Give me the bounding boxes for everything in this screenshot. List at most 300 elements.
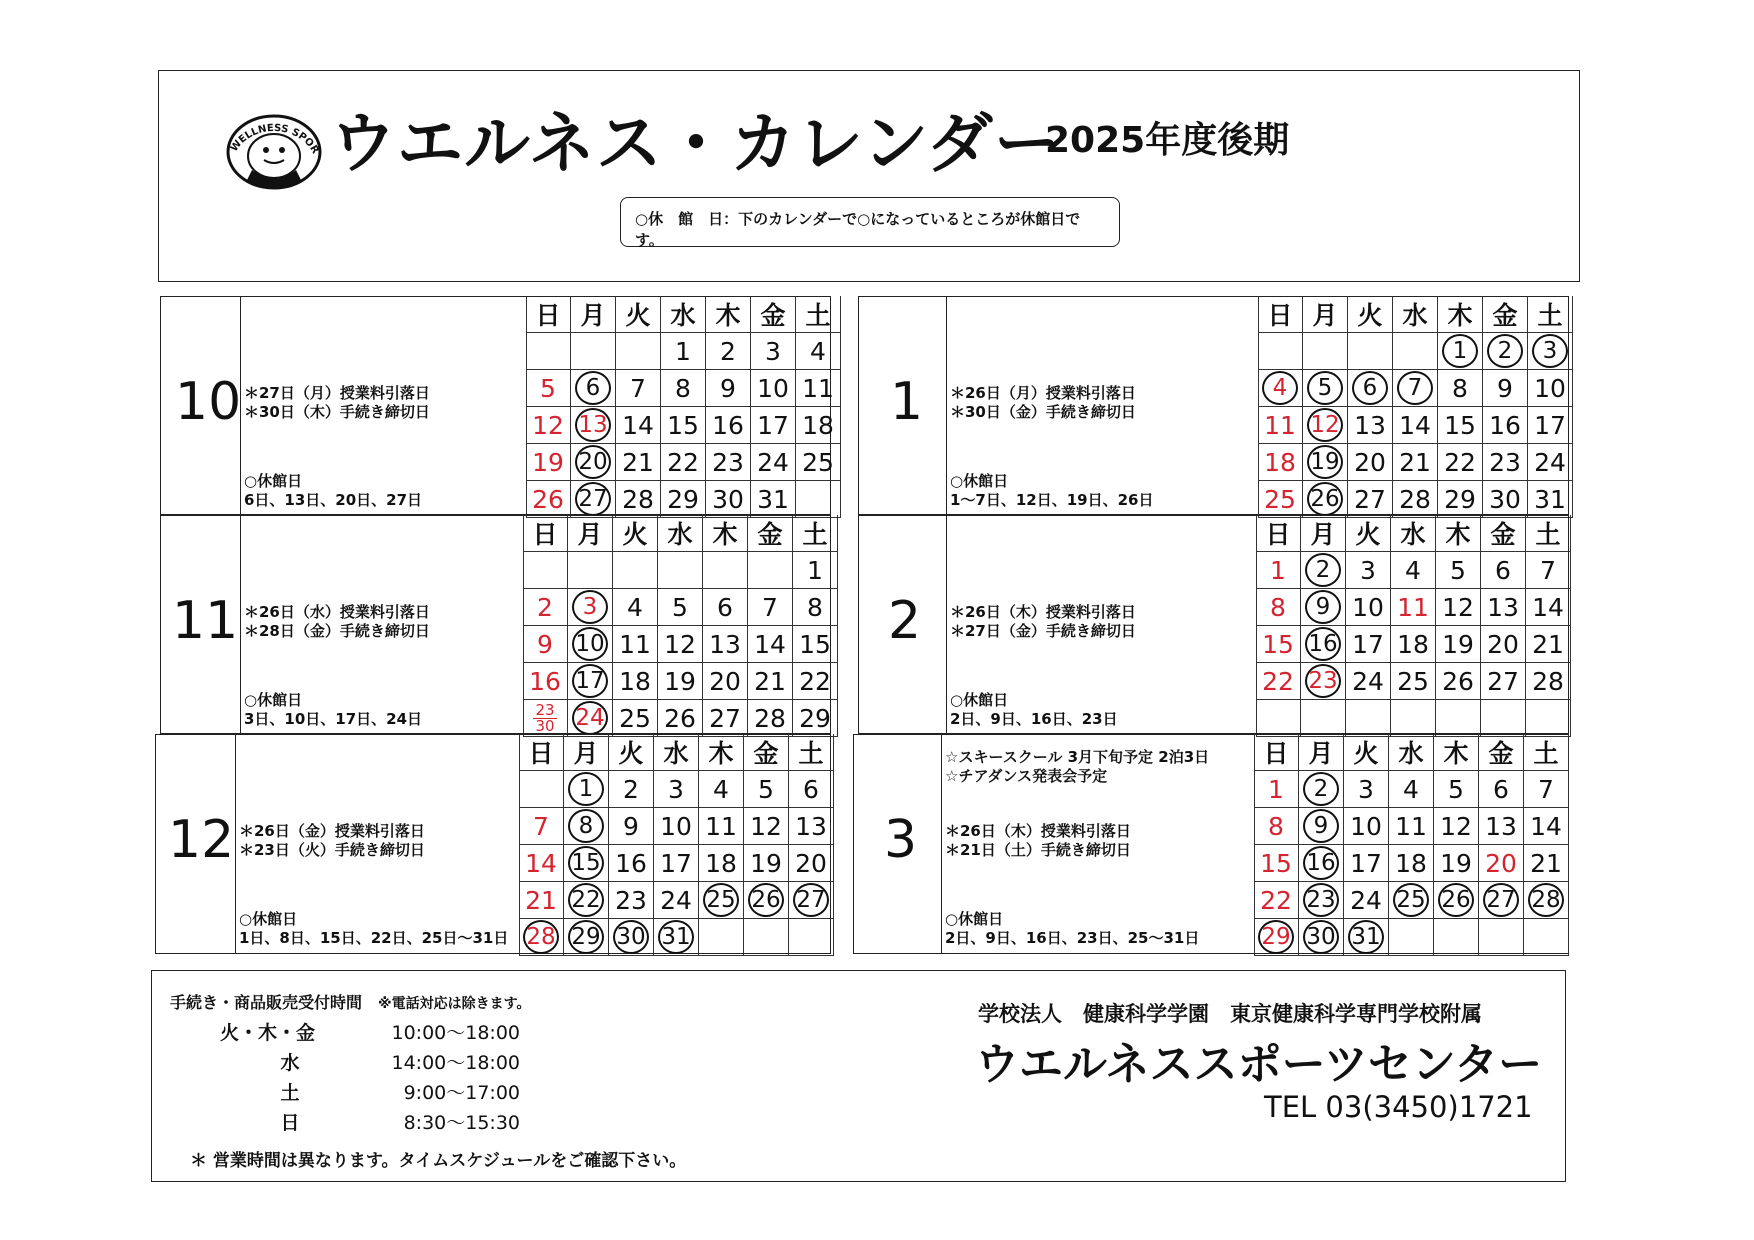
day-cell: 4 xyxy=(1391,552,1436,589)
holiday-title: ○休館日 xyxy=(244,472,303,490)
closed-day-circle: 1 xyxy=(1442,334,1478,368)
day-cell: 29 xyxy=(661,481,706,518)
day-cell xyxy=(1389,919,1434,956)
day-cell: 29 xyxy=(1438,481,1483,518)
day-cell: 20 xyxy=(1348,444,1393,481)
closed-day-circle: 7 xyxy=(1397,371,1433,405)
closed-day-circle: 30 xyxy=(1303,920,1339,954)
day-cell xyxy=(1256,700,1301,737)
day-cell: 10 xyxy=(1346,589,1391,626)
day-cell: 28 xyxy=(748,700,793,737)
day-cell xyxy=(789,919,834,956)
day-cell: 15 xyxy=(793,626,838,663)
day-cell: 17 xyxy=(1528,407,1573,444)
closed-day-circle: 15 xyxy=(568,846,604,880)
closed-day-circle: 25 xyxy=(703,883,739,917)
weekday-header: 金 xyxy=(744,734,789,771)
day-cell: 14 xyxy=(748,626,793,663)
weekday-header: 金 xyxy=(1479,734,1524,771)
day-cell: 24 xyxy=(1346,663,1391,700)
day-cell xyxy=(1479,919,1524,956)
day-cell: 28 xyxy=(1393,481,1438,518)
day-cell: 21 xyxy=(519,882,564,919)
month-number: 12 xyxy=(168,810,235,870)
day-cell: 1 xyxy=(661,333,706,370)
day-cell: 2 xyxy=(706,333,751,370)
hours-day: 火・木・金 xyxy=(220,1022,316,1044)
month-number: 1 xyxy=(890,372,924,432)
day-cell: 21 xyxy=(1393,444,1438,481)
day-cell: 5 xyxy=(744,771,789,808)
weekday-header: 日 xyxy=(526,296,571,333)
hours-time: 9:00～17:00 xyxy=(403,1082,520,1104)
day-cell: 12 xyxy=(744,808,789,845)
month-divider xyxy=(946,515,947,734)
day-cell: 10 xyxy=(654,808,699,845)
day-cell: 22 xyxy=(661,444,706,481)
day-cell: 2 xyxy=(609,771,654,808)
center-name: ウエルネススポーツセンター xyxy=(975,1039,1543,1090)
day-cell: 4 xyxy=(613,589,658,626)
weekday-header: 月 xyxy=(564,734,609,771)
closed-day-circle: 17 xyxy=(572,664,608,698)
day-cell xyxy=(1303,481,1348,518)
weekday-header: 水 xyxy=(661,296,706,333)
day-cell: 19 xyxy=(526,444,571,481)
holiday-title: ○休館日 xyxy=(239,910,298,928)
day-cell: 8 xyxy=(661,370,706,407)
hours-day: 水 xyxy=(280,1052,300,1074)
payment-note: ＊23日（火）手続き締切日 xyxy=(239,841,425,859)
day-cell: 11 xyxy=(699,808,744,845)
day-cell: 27 xyxy=(703,700,748,737)
weekday-header: 日 xyxy=(1254,734,1299,771)
period-label: 2025年度後期 xyxy=(1045,120,1290,161)
day-cell: 9 xyxy=(1483,370,1528,407)
day-cell: 4 xyxy=(1389,771,1434,808)
day-cell: 17 xyxy=(1344,845,1389,882)
day-cell xyxy=(571,333,616,370)
day-cell: 18 xyxy=(1391,626,1436,663)
day-cell: 19 xyxy=(658,663,703,700)
day-cell xyxy=(703,552,748,589)
day-cell xyxy=(568,626,613,663)
day-cell: 18 xyxy=(699,845,744,882)
day-cell xyxy=(1393,333,1438,370)
day-cell xyxy=(568,663,613,700)
closed-day-circle: 6 xyxy=(575,371,611,405)
closed-day-circle: 29 xyxy=(1258,920,1294,954)
closed-day-circle: 8 xyxy=(568,809,604,843)
weekday-header: 水 xyxy=(1393,296,1438,333)
day-cell: 20 xyxy=(1481,626,1526,663)
day-cell xyxy=(1526,700,1571,737)
day-cell: 16 xyxy=(523,663,568,700)
day-cell: 27 xyxy=(1481,663,1526,700)
day-cell: 7 xyxy=(1526,552,1571,589)
month-divider xyxy=(240,515,241,734)
payment-note: ＊28日（金）手続き締切日 xyxy=(244,622,430,640)
day-cell xyxy=(1299,808,1344,845)
day-cell: 31 xyxy=(751,481,796,518)
day-cell xyxy=(789,882,834,919)
weekday-header: 水 xyxy=(1389,734,1434,771)
closed-day-circle: 3 xyxy=(1532,334,1568,368)
weekday-header: 月 xyxy=(568,515,613,552)
day-cell: 25 xyxy=(1258,481,1303,518)
hours-day: 日 xyxy=(280,1112,300,1134)
day-cell: 26 xyxy=(1436,663,1481,700)
legend-box xyxy=(620,197,1120,247)
day-cell: 6 xyxy=(789,771,834,808)
month-number: 10 xyxy=(175,372,242,432)
day-cell xyxy=(568,700,613,737)
day-cell: 20 xyxy=(1479,845,1524,882)
day-cell: 11 xyxy=(796,370,841,407)
month-number: 3 xyxy=(884,810,918,870)
closed-day-circle: 5 xyxy=(1307,371,1343,405)
weekday-header: 木 xyxy=(699,734,744,771)
day-cell: 22 xyxy=(1254,882,1299,919)
hours-row xyxy=(220,1078,540,1105)
day-cell: 10 xyxy=(1528,370,1573,407)
day-cell: 16 xyxy=(609,845,654,882)
weekday-header: 土 xyxy=(1526,515,1571,552)
closed-day-circle: 28 xyxy=(523,920,559,954)
day-cell: 20 xyxy=(789,845,834,882)
weekday-header: 土 xyxy=(793,515,838,552)
day-cell xyxy=(1438,333,1483,370)
day-cell: 21 xyxy=(1526,626,1571,663)
svg-text:WELLNESS SPORTS CENTER: WELLNESS SPOR xyxy=(228,122,321,156)
day-cell: 31 xyxy=(1528,481,1573,518)
weekday-header: 月 xyxy=(571,296,616,333)
day-cell xyxy=(526,333,571,370)
day-cell: 5 xyxy=(526,370,571,407)
day-cell xyxy=(613,552,658,589)
day-cell: 15 xyxy=(1256,626,1301,663)
day-cell xyxy=(564,808,609,845)
weekday-header: 金 xyxy=(748,515,793,552)
day-cell xyxy=(1528,333,1573,370)
holiday-title: ○休館日 xyxy=(950,472,1009,490)
day-cell xyxy=(616,333,661,370)
day-cell: 14 xyxy=(519,845,564,882)
day-cell: 5 xyxy=(1436,552,1481,589)
month-number: 11 xyxy=(172,591,239,651)
closed-day-circle: 27 xyxy=(1483,883,1519,917)
day-cell: 9 xyxy=(523,626,568,663)
day-cell: 1 xyxy=(1256,552,1301,589)
closed-day-circle: 28 xyxy=(1528,883,1564,917)
day-cell: 12 xyxy=(1434,808,1479,845)
day-cell: 8 xyxy=(1254,808,1299,845)
day-cell: 25 xyxy=(1391,663,1436,700)
day-cell: 15 xyxy=(1438,407,1483,444)
closed-day-circle: 27 xyxy=(793,883,829,917)
event-note: ☆スキースクール 3月下旬予定 2泊3日 xyxy=(945,748,1210,766)
day-cell xyxy=(571,444,616,481)
closed-day-circle: 4 xyxy=(1262,371,1298,405)
day-cell: 26 xyxy=(658,700,703,737)
day-cell xyxy=(1483,333,1528,370)
weekday-header: 土 xyxy=(789,734,834,771)
payment-note: ＊21日（土）手続き締切日 xyxy=(945,841,1131,859)
hours-row xyxy=(220,1108,540,1135)
day-cell: 18 xyxy=(1258,444,1303,481)
day-cell: 12 xyxy=(658,626,703,663)
closed-day-circle: 23 xyxy=(1303,883,1339,917)
day-cell: 25 xyxy=(613,700,658,737)
day-cell: 9 xyxy=(609,808,654,845)
closed-day-circle: 3 xyxy=(572,590,608,624)
hours-note: ※電話対応は除きます。 xyxy=(378,996,531,1012)
day-cell xyxy=(519,919,564,956)
day-cell: 21 xyxy=(1524,845,1569,882)
day-cell xyxy=(1303,407,1348,444)
closed-day-circle: 12 xyxy=(1307,408,1343,442)
payment-note: ＊27日（月）授業料引落日 xyxy=(244,384,430,402)
weekday-header: 火 xyxy=(1344,734,1389,771)
day-cell xyxy=(1389,882,1434,919)
weekday-header: 月 xyxy=(1301,515,1346,552)
day-cell: 10 xyxy=(751,370,796,407)
day-cell: 23 xyxy=(609,882,654,919)
closed-day-circle: 9 xyxy=(1303,809,1339,843)
weekday-header: 月 xyxy=(1299,734,1344,771)
day-cell: 24 xyxy=(751,444,796,481)
day-cell: 3 xyxy=(1344,771,1389,808)
event-note: ☆チアダンス発表会予定 xyxy=(945,767,1108,785)
day-cell xyxy=(1301,626,1346,663)
day-cell xyxy=(1524,919,1569,956)
day-cell xyxy=(1436,700,1481,737)
closed-day-circle: 29 xyxy=(568,920,604,954)
day-cell xyxy=(571,407,616,444)
closed-day-circle: 26 xyxy=(1438,883,1474,917)
weekday-header: 木 xyxy=(1436,515,1481,552)
day-cell xyxy=(1299,919,1344,956)
day-cell xyxy=(1391,700,1436,737)
closed-day-circle: 2 xyxy=(1303,772,1339,806)
day-cell: 12 xyxy=(526,407,571,444)
day-cell: 18 xyxy=(1389,845,1434,882)
closed-day-circle: 24 xyxy=(572,701,608,735)
day-cell: 14 xyxy=(1526,589,1571,626)
day-cell: 14 xyxy=(616,407,661,444)
weekday-header: 土 xyxy=(1524,734,1569,771)
day-cell: 24 xyxy=(1528,444,1573,481)
day-cell: 1 xyxy=(1254,771,1299,808)
weekday-header: 月 xyxy=(1303,296,1348,333)
day-cell: 1 xyxy=(793,552,838,589)
day-cell: 6 xyxy=(703,589,748,626)
day-cell xyxy=(699,919,744,956)
day-cell xyxy=(654,919,699,956)
day-cell: 21 xyxy=(748,663,793,700)
day-cell: 30 xyxy=(1483,481,1528,518)
day-cell: 6 xyxy=(1479,771,1524,808)
holiday-days: 1日、8日、15日、22日、25日～31日 xyxy=(239,929,509,947)
payment-note: ＊26日（月）授業料引落日 xyxy=(950,384,1136,402)
payment-note: ＊26日（金）授業料引落日 xyxy=(239,822,425,840)
day-cell: 16 xyxy=(1483,407,1528,444)
hours-time: 10:00～18:00 xyxy=(391,1022,520,1044)
payment-note: ＊26日（木）授業料引落日 xyxy=(945,822,1131,840)
holiday-days: 2日、9日、16日、23日 xyxy=(950,710,1118,728)
day-cell: 27 xyxy=(1348,481,1393,518)
weekday-header: 火 xyxy=(609,734,654,771)
day-cell: 17 xyxy=(654,845,699,882)
weekday-header: 日 xyxy=(519,734,564,771)
day-cell xyxy=(744,919,789,956)
weekday-header: 木 xyxy=(703,515,748,552)
holiday-title: ○休館日 xyxy=(244,691,303,709)
day-cell: 7 xyxy=(1524,771,1569,808)
day-cell: 11 xyxy=(1391,589,1436,626)
day-cell: 3 xyxy=(654,771,699,808)
day-cell xyxy=(1348,333,1393,370)
hours-row xyxy=(220,1048,540,1075)
day-cell: 19 xyxy=(1436,626,1481,663)
day-cell: 23 xyxy=(706,444,751,481)
day-cell: 23 30 xyxy=(523,700,568,737)
closed-day-circle: 31 xyxy=(1348,920,1384,954)
day-cell xyxy=(1299,882,1344,919)
day-cell xyxy=(1301,663,1346,700)
weekday-header: 金 xyxy=(1483,296,1528,333)
closed-day-circle: 10 xyxy=(572,627,608,661)
day-cell: 17 xyxy=(1346,626,1391,663)
holiday-days: 3日、10日、17日、24日 xyxy=(244,710,423,728)
closed-day-circle: 25 xyxy=(1393,883,1429,917)
day-cell: 4 xyxy=(796,333,841,370)
day-cell xyxy=(564,919,609,956)
closed-day-circle: 31 xyxy=(658,920,694,954)
weekday-header: 火 xyxy=(616,296,661,333)
closed-day-circle: 9 xyxy=(1305,590,1341,624)
closed-day-circle: 22 xyxy=(568,883,604,917)
day-cell xyxy=(519,771,564,808)
weekday-header: 火 xyxy=(1346,515,1391,552)
day-cell xyxy=(1301,589,1346,626)
payment-note: ＊26日（木）授業料引落日 xyxy=(950,603,1136,621)
closed-day-circle: 23 xyxy=(1305,664,1341,698)
day-cell: 18 xyxy=(796,407,841,444)
day-cell: 14 xyxy=(1393,407,1438,444)
day-cell: 6 xyxy=(1481,552,1526,589)
closed-day-circle: 26 xyxy=(1307,482,1343,516)
day-cell: 19 xyxy=(1434,845,1479,882)
weekday-header: 日 xyxy=(1256,515,1301,552)
day-cell: 15 xyxy=(1254,845,1299,882)
day-cell: 17 xyxy=(751,407,796,444)
weekday-header: 水 xyxy=(654,734,699,771)
month-divider xyxy=(941,734,942,954)
day-cell xyxy=(571,481,616,518)
day-cell xyxy=(658,552,703,589)
day-cell xyxy=(1258,333,1303,370)
weekday-header: 木 xyxy=(1434,734,1479,771)
day-cell: 4 xyxy=(699,771,744,808)
day-cell: 24 xyxy=(1344,882,1389,919)
day-cell: 7 xyxy=(616,370,661,407)
legend-text: ○休 館 日：下のカレンダーで○になっているところが休館日です。 xyxy=(635,210,1081,249)
day-cell: 8 xyxy=(1438,370,1483,407)
day-cell xyxy=(1346,700,1391,737)
day-cell: 3 xyxy=(751,333,796,370)
holiday-days: 6日、13日、20日、27日 xyxy=(244,491,423,509)
day-cell xyxy=(1301,700,1346,737)
day-cell: 7 xyxy=(748,589,793,626)
closed-day-circle: 30 xyxy=(613,920,649,954)
day-cell xyxy=(1344,919,1389,956)
day-cell xyxy=(1303,444,1348,481)
day-cell xyxy=(1299,845,1344,882)
closed-day-circle: 6 xyxy=(1352,371,1388,405)
closed-day-circle: 2 xyxy=(1305,553,1341,587)
day-cell xyxy=(568,589,613,626)
month-divider xyxy=(235,734,236,954)
weekday-header: 土 xyxy=(1528,296,1573,333)
day-cell xyxy=(1479,882,1524,919)
holiday-title: ○休館日 xyxy=(950,691,1009,709)
day-cell xyxy=(1524,882,1569,919)
disclaimer: ＊ 営業時間は異なります。タイムスケジュールをご確認下さい。 xyxy=(190,1151,687,1171)
hours-row xyxy=(220,1018,540,1045)
day-cell xyxy=(564,771,609,808)
day-cell xyxy=(1348,370,1393,407)
hours-title: 手続き・商品販売受付時間 ※電話対応は除きます。 xyxy=(170,993,531,1012)
day-cell: 13 xyxy=(1481,589,1526,626)
day-cell xyxy=(568,552,613,589)
day-cell: 2 xyxy=(523,589,568,626)
day-cell: 15 xyxy=(661,407,706,444)
center-logo xyxy=(212,104,336,192)
day-cell xyxy=(1303,370,1348,407)
closed-day-circle: 19 xyxy=(1307,445,1343,479)
day-cell xyxy=(571,370,616,407)
holiday-days: 2日、9日、16日、23日、25～31日 xyxy=(945,929,1200,947)
day-cell xyxy=(1299,771,1344,808)
weekday-header: 土 xyxy=(796,296,841,333)
weekday-header: 火 xyxy=(613,515,658,552)
weekday-header: 金 xyxy=(1481,515,1526,552)
day-cell: 10 xyxy=(1344,808,1389,845)
day-cell: 28 xyxy=(616,481,661,518)
weekday-header: 水 xyxy=(1391,515,1436,552)
day-cell: 22 xyxy=(1256,663,1301,700)
day-cell xyxy=(564,882,609,919)
day-cell: 30 xyxy=(706,481,751,518)
day-cell xyxy=(1434,919,1479,956)
day-cell: 13 xyxy=(1479,808,1524,845)
weekday-header: 木 xyxy=(1438,296,1483,333)
payment-note: ＊26日（水）授業料引落日 xyxy=(244,603,430,621)
day-cell: 5 xyxy=(658,589,703,626)
day-cell: 9 xyxy=(706,370,751,407)
day-cell: 25 xyxy=(796,444,841,481)
closed-day-circle: 2 xyxy=(1487,334,1523,368)
weekday-header: 水 xyxy=(658,515,703,552)
day-cell xyxy=(1393,370,1438,407)
weekday-header: 金 xyxy=(751,296,796,333)
day-cell: 18 xyxy=(613,663,658,700)
closed-day-circle: 16 xyxy=(1305,627,1341,661)
day-cell xyxy=(1254,919,1299,956)
day-cell xyxy=(748,552,793,589)
payment-note: ＊30日（木）手続き締切日 xyxy=(244,403,430,421)
